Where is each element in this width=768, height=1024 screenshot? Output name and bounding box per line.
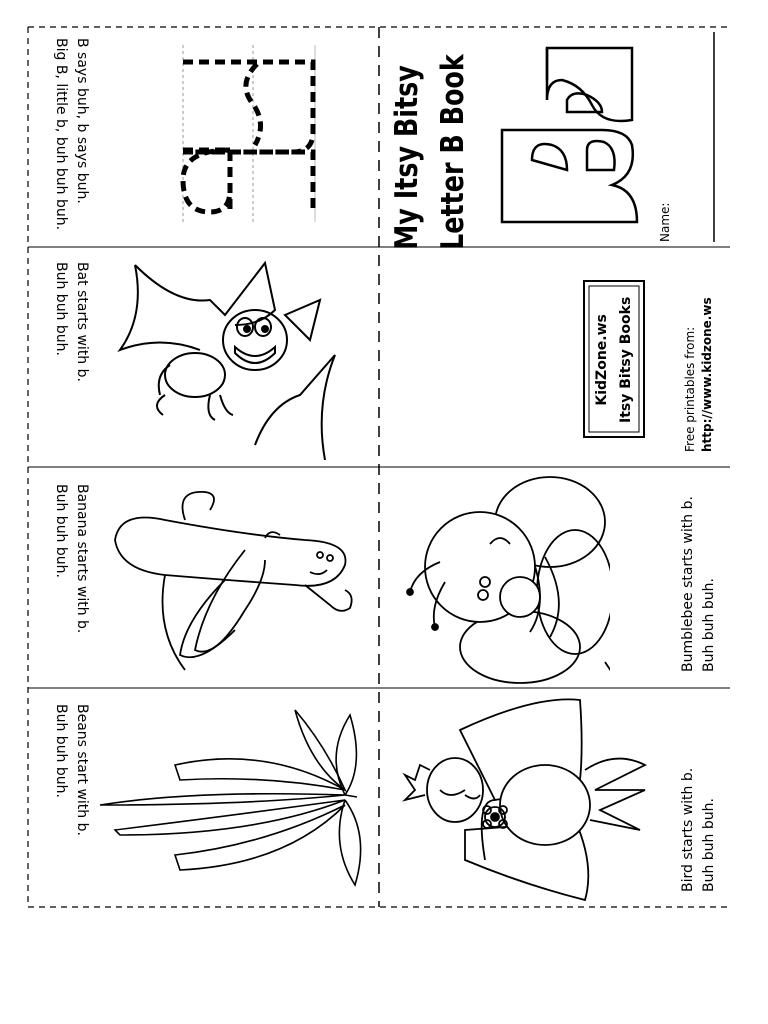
tracing-letters-b: [175, 40, 335, 230]
bumblebee-caption: Bumblebee starts with b. Buh buh buh.: [680, 496, 717, 672]
book-title: My Itsy Bitsy Letter B Book: [389, 54, 471, 250]
bat-caption: Bat starts with b. Buh buh buh.: [53, 262, 90, 382]
banana-illustration: [105, 480, 365, 680]
b-says-caption: B says buh, b says buh. Big B, little b, buh buh buh.: [53, 38, 90, 231]
beans-illustration: [95, 705, 375, 905]
big-letters-bb: [492, 40, 652, 230]
name-line: [709, 32, 719, 244]
bird-illustration: [395, 690, 655, 905]
bumblebee-illustration: [400, 472, 610, 687]
name-label: Name:: [658, 202, 672, 242]
beans-caption: Beans start with b. Buh buh buh.: [53, 704, 90, 836]
kidzone-logo: KidZone.ws Itsy Bitsy Books: [594, 296, 634, 423]
bat-illustration: [115, 255, 345, 465]
banana-caption: Banana starts with b. Buh buh buh.: [53, 484, 90, 634]
free-printables-text: Free printables from: http://www.kidzone.ws: [683, 297, 714, 452]
bird-caption: Bird starts with b. Buh buh buh.: [680, 767, 717, 892]
